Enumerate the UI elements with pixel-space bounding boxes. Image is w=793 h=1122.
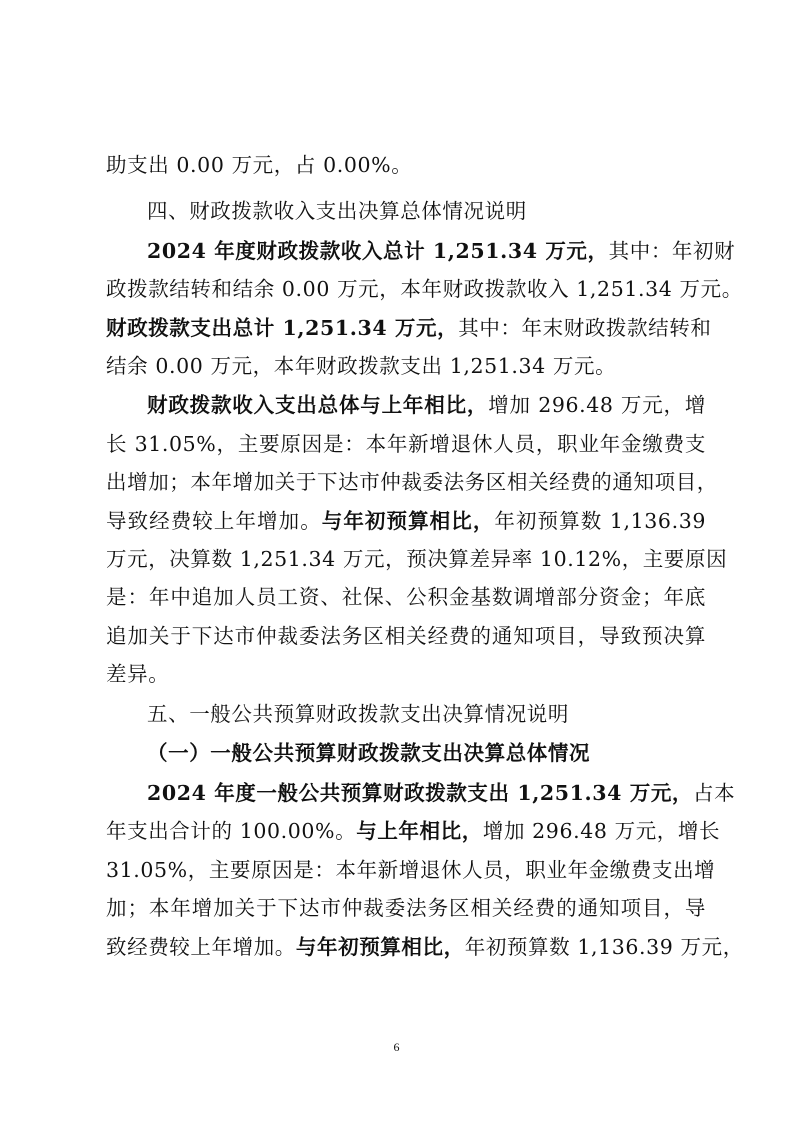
text: 年支出合计的 100.00%。: [106, 819, 357, 843]
text-line: [106, 856, 716, 884]
subsection-heading: [147, 739, 706, 767]
text: 是：年中追加人员工资、社保、公积金基数调增部分资金；年底: [106, 585, 706, 609]
bold-text: 与年初预算相比，: [295, 935, 465, 959]
text-line: [106, 352, 706, 380]
section-heading-5: [147, 700, 747, 728]
bold-text: 2024 年度一般公共预算财政拨款支出 1,251.34 万元，: [147, 781, 694, 805]
text: 增加 296.48 万元，增: [488, 393, 706, 417]
text: 助支出 0.00 万元，占 0.00%。: [106, 153, 413, 177]
text-line: [106, 933, 744, 961]
text-line: [106, 894, 706, 922]
bold-text: 财政拨款收入支出总体与上年相比，: [147, 393, 489, 417]
text: 长 31.05%，主要原因是：本年新增退休人员，职业年金缴费支: [106, 432, 706, 456]
text: 其中：年末财政拨款结转和: [458, 316, 712, 340]
bold-text: 财政拨款支出总计 1,251.34 万元，: [106, 316, 459, 340]
text: 其中：年初财: [608, 239, 736, 263]
section-heading-4: [147, 197, 747, 225]
text: 政拨款结转和结余 0.00 万元，本年财政拨款收入 1,251.34 万元。: [106, 277, 743, 301]
page-number: 6: [393, 1040, 400, 1054]
text: 追加关于下达市仲裁委法务区相关经费的通知项目，导致预决算: [106, 624, 706, 648]
text: 导致经费较上年增加。: [106, 509, 322, 533]
text-line: [106, 314, 712, 342]
bold-text: 与上年相比，: [356, 819, 483, 843]
text: 万元，决算数 1,251.34 万元，预决算差异率 10.12%，主要原因: [106, 547, 728, 571]
text-line: [106, 817, 721, 845]
text-line: [147, 391, 706, 419]
text-line: [106, 275, 743, 303]
text-line: [147, 237, 736, 265]
text: 加；本年增加关于下达市仲裁委法务区相关经费的通知项目，导: [106, 896, 706, 920]
text-line: [147, 779, 736, 807]
text: 31.05%，主要原因是：本年新增退休人员，职业年金缴费支出增: [106, 858, 716, 882]
text-line: [106, 430, 706, 458]
heading-text: （一）一般公共预算财政拨款支出决算总体情况: [147, 741, 591, 765]
text-line: [106, 507, 706, 535]
text: 增加 296.48 万元，增长: [482, 819, 721, 843]
text-line: [106, 622, 706, 650]
text: 出增加；本年增加关于下达市仲裁委法务区相关经费的通知项目，: [106, 470, 718, 494]
text-line: [106, 660, 706, 688]
text: 致经费较上年增加。: [106, 935, 296, 959]
text-line: [106, 545, 728, 573]
text-line: [106, 583, 706, 611]
bold-text: 与年初预算相比，: [321, 509, 495, 533]
heading-text: 五、一般公共预算财政拨款支出决算情况说明: [147, 702, 569, 726]
text: 结余 0.00 万元，本年财政拨款支出 1,251.34 万元。: [106, 354, 617, 378]
text: 差异。: [106, 662, 170, 686]
bold-text: 2024 年度财政拨款收入总计 1,251.34 万元，: [147, 239, 609, 263]
text: 占本: [693, 781, 736, 805]
text: 年初预算数 1,136.39 万元，: [464, 935, 744, 959]
heading-text: 四、财政拨款收入支出决算总体情况说明: [147, 199, 527, 223]
text: 年初预算数 1,136.39: [494, 509, 706, 533]
text-line: [106, 468, 718, 496]
text-line: [106, 151, 706, 179]
